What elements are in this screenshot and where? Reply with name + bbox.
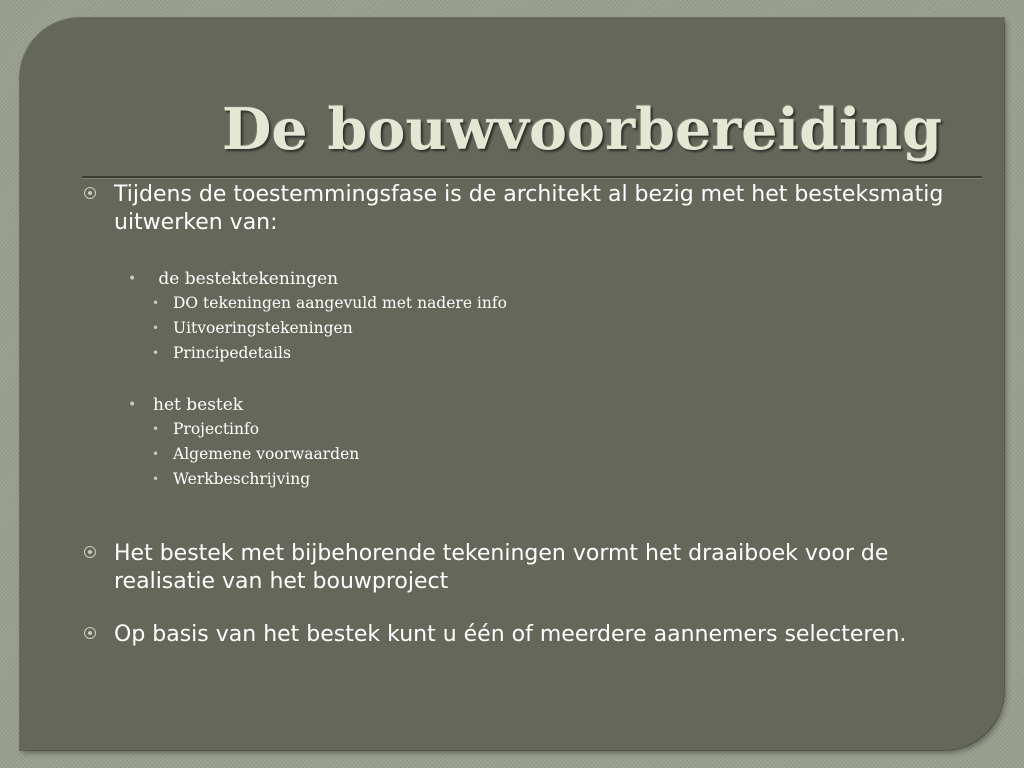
circle-dot-icon [84, 187, 96, 199]
sub-sub-bullet-text: DO tekeningen aangevuld met nadere info [173, 294, 507, 312]
small-dot-icon: • [152, 472, 160, 486]
sub-sub-bullet-text: Werkbeschrijving [173, 470, 311, 488]
sub-bullet-item [80, 393, 960, 417]
sub-sub-bullet-text: Projectinfo [173, 420, 260, 438]
sub-sub-bullet-text: Algemene voorwaarden [173, 445, 360, 463]
dot-icon: • [128, 397, 137, 413]
sub-sub-bullet-item [80, 442, 960, 467]
bullet-text: Het bestek met bijbehorende tekeningen vormt het draaiboek voor de realisatie van het bouwproject [114, 541, 889, 594]
bullet-item [80, 181, 960, 237]
small-dot-icon: • [152, 447, 160, 461]
small-dot-icon: • [152, 321, 160, 335]
slide-title: De bouwvoorbereiding [222, 96, 942, 163]
sub-bullet-item [80, 267, 960, 291]
bullet-item [80, 540, 960, 596]
sub-bullet-text: de bestektekeningen [153, 269, 339, 289]
circle-dot-icon [84, 546, 96, 558]
dot-icon: • [128, 271, 137, 287]
slide-panel [20, 18, 1004, 750]
small-dot-icon: • [152, 422, 160, 436]
small-dot-icon: • [152, 296, 160, 310]
sub-sub-bullet-text: Principedetails [173, 344, 291, 362]
small-dot-icon: • [152, 346, 160, 360]
bullet-text: Tijdens de toestemmingsfase is de architekt al bezig met het besteksmatig uitwerken van: [114, 182, 944, 235]
sub-sub-bullet-item [80, 291, 960, 316]
bullet-item [80, 621, 960, 649]
sub-sub-bullet-item [80, 467, 960, 492]
sub-bullet-text: het bestek [153, 395, 244, 415]
sub-sub-bullet-text: Uitvoeringstekeningen [173, 319, 353, 337]
bullet-text: Op basis van het bestek kunt u één of meerdere aannemers selecteren. [114, 622, 907, 647]
circle-dot-icon [84, 627, 96, 639]
sub-sub-bullet-item [80, 316, 960, 341]
sub-sub-bullet-item [80, 341, 960, 366]
sub-sub-bullet-item [80, 417, 960, 442]
slide-content [80, 178, 960, 649]
